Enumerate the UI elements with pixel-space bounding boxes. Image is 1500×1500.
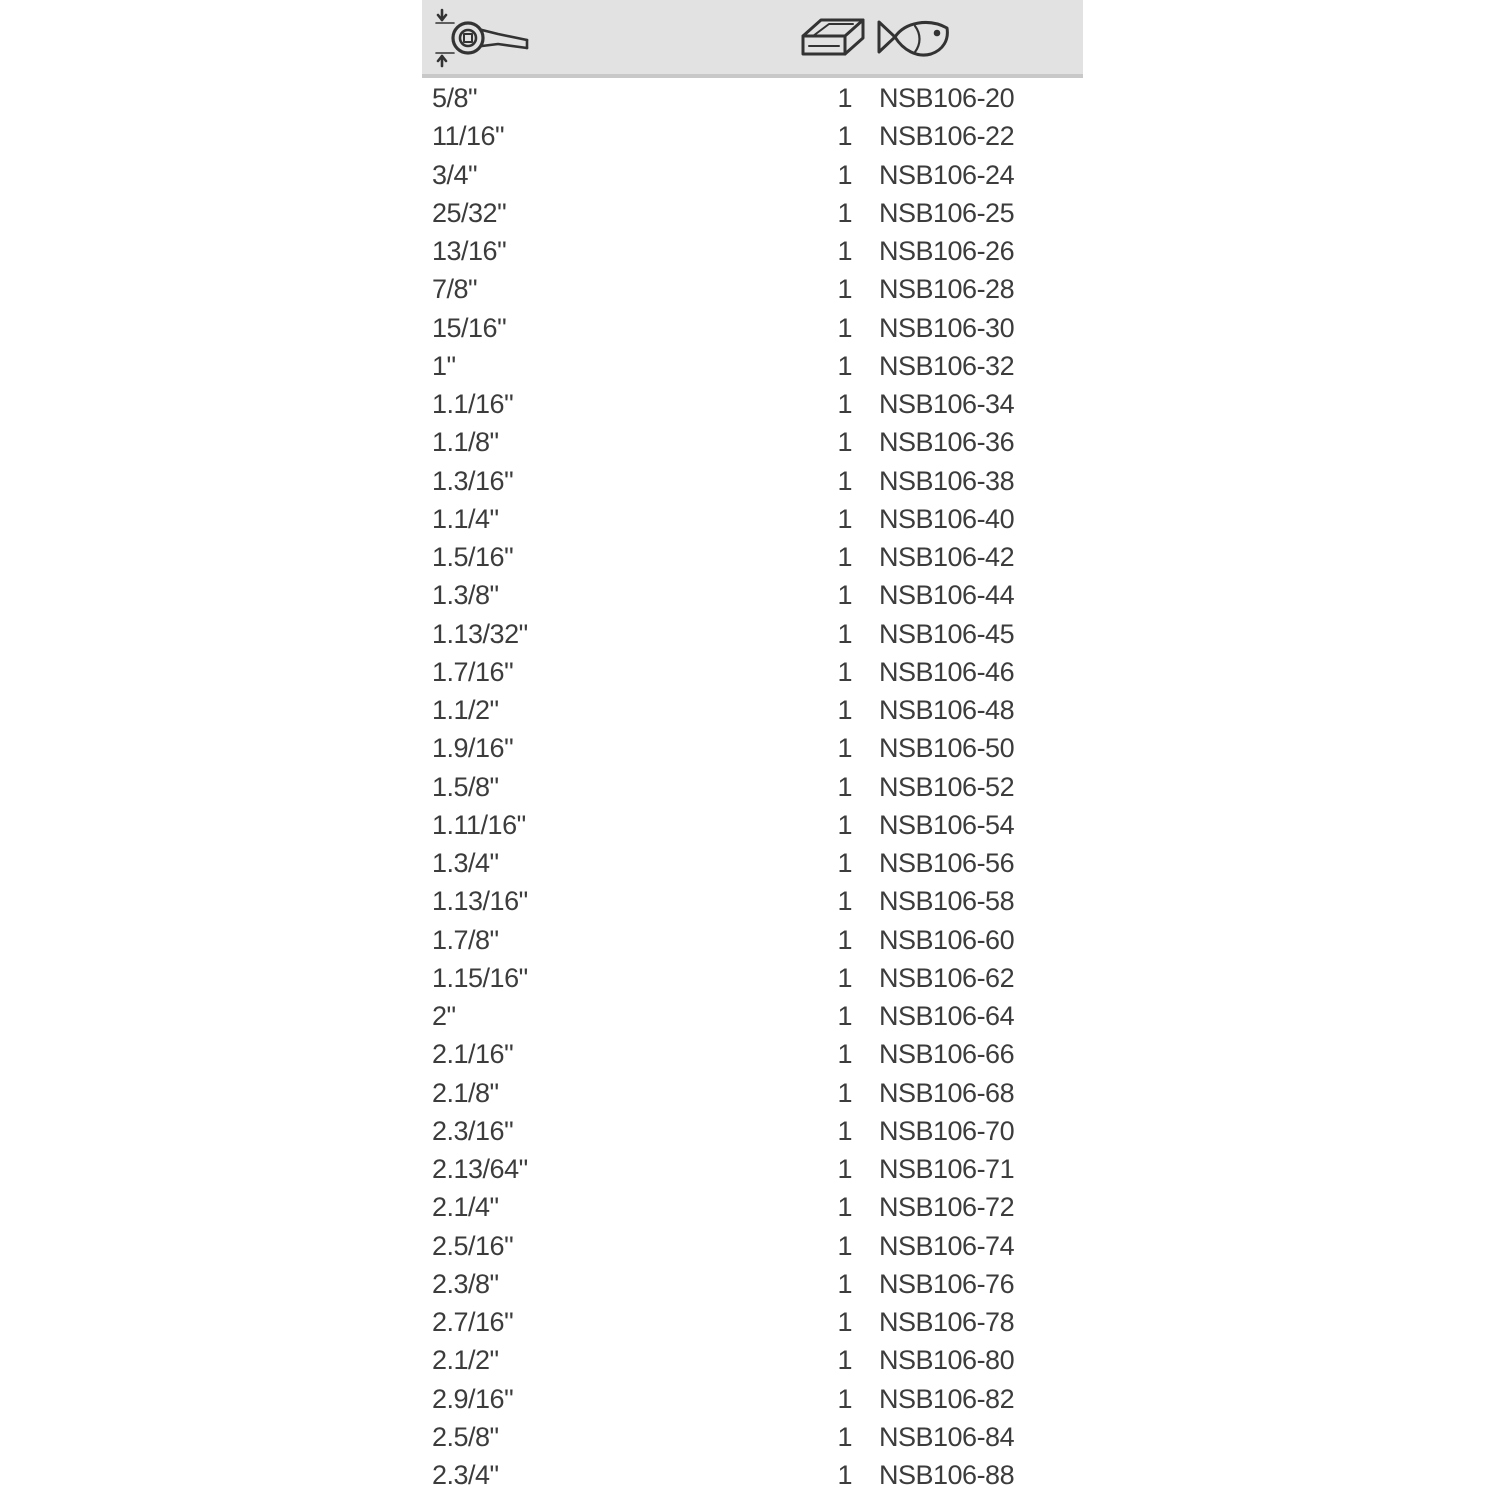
reference-cell: NSB106-50: [879, 733, 1015, 764]
quantity-cell: 1: [837, 618, 852, 649]
size-cell: 1.13/16": [432, 886, 528, 917]
reference-cell: NSB106-40: [879, 503, 1015, 534]
size-cell: 1.7/8": [432, 924, 499, 955]
quantity-cell: 1: [837, 312, 852, 343]
table-row: [422, 539, 1083, 576]
table-row: [422, 233, 1083, 270]
size-cell: 7/8": [432, 274, 478, 305]
size-cell: 1.1/2": [432, 695, 499, 725]
reference-cell: NSB106-80: [879, 1345, 1015, 1376]
table-row: [422, 1151, 1083, 1188]
size-cell: 3/4": [432, 159, 478, 190]
size-cell: 2.1/2": [432, 1345, 499, 1376]
size-cell: 2.5/16": [432, 1230, 514, 1261]
size-cell: 1.11/16": [432, 809, 526, 840]
wrench-size-icon: [432, 8, 530, 68]
reference-cell: NSB106-56: [879, 848, 1015, 878]
reference-cell: NSB106-20: [879, 83, 1015, 113]
size-cell: 11/16": [432, 121, 505, 152]
size-cell: 2.1/4": [432, 1192, 499, 1223]
reference-cell: NSB106-82: [879, 1383, 1015, 1414]
reference-cell: NSB106-64: [879, 1001, 1015, 1031]
reference-cell: NSB106-32: [879, 350, 1015, 381]
table-row: [422, 1266, 1083, 1303]
reference-cell: NSB106-74: [879, 1230, 1015, 1261]
table-row: [422, 348, 1083, 385]
size-cell: 1.1/4": [432, 503, 499, 534]
quantity-cell: 1: [837, 1230, 852, 1261]
quantity-cell: 1: [837, 542, 852, 572]
table-row: [422, 271, 1083, 308]
table-row: [422, 654, 1083, 691]
quantity-cell: 1: [837, 1345, 852, 1376]
reference-cell: NSB106-26: [879, 236, 1015, 266]
quantity-cell: 1: [837, 1154, 852, 1184]
quantity-cell: 1: [837, 1115, 852, 1146]
quantity-cell: 1: [837, 83, 852, 113]
reference-cell: NSB106-88: [879, 1460, 1015, 1490]
table-row: [422, 118, 1083, 155]
quantity-cell: 1: [837, 1383, 852, 1414]
table-row: [422, 501, 1083, 538]
quantity-cell: 1: [837, 1268, 852, 1299]
size-cell: 25/32": [432, 197, 507, 228]
quantity-cell: 1: [837, 1039, 852, 1070]
size-cell: 2.3/8": [432, 1268, 499, 1299]
reference-cell: NSB106-48: [879, 695, 1015, 725]
size-cell: 1.3/8": [432, 580, 499, 611]
reference-cell: NSB106-44: [879, 580, 1015, 611]
reference-cell: NSB106-60: [879, 924, 1015, 955]
quantity-cell: 1: [837, 236, 852, 266]
size-cell: 2.13/64": [432, 1154, 528, 1184]
reference-cell: NSB106-68: [879, 1077, 1015, 1108]
reference-cell: NSB106-42: [879, 542, 1015, 572]
package-quantity-icon: [799, 14, 867, 60]
table-row: [422, 577, 1083, 614]
quantity-cell: 1: [837, 848, 852, 878]
quantity-cell: 1: [837, 197, 852, 228]
size-cell: 5/8": [432, 83, 478, 113]
quantity-cell: 1: [837, 389, 852, 419]
quantity-cell: 1: [837, 1001, 852, 1031]
size-cell: 1.3/16": [432, 465, 514, 496]
quantity-cell: 1: [837, 771, 852, 802]
size-cell: 15/16": [432, 312, 507, 343]
table-row: [422, 1381, 1083, 1418]
reference-cell: NSB106-36: [879, 427, 1015, 458]
table-row: [422, 960, 1083, 997]
quantity-cell: 1: [837, 809, 852, 840]
reference-cell: NSB106-71: [879, 1154, 1015, 1184]
quantity-cell: 1: [837, 350, 852, 381]
table-row: [422, 1304, 1083, 1341]
quantity-cell: 1: [837, 274, 852, 305]
reference-cell: NSB106-34: [879, 389, 1015, 419]
quantity-cell: 1: [837, 962, 852, 993]
quantity-cell: 1: [837, 733, 852, 764]
table-row: [422, 1342, 1083, 1379]
table-row: [422, 157, 1083, 194]
table-row: [422, 845, 1083, 882]
reference-cell: NSB106-24: [879, 159, 1015, 190]
size-cell: 1": [432, 350, 456, 381]
reference-cell: NSB106-70: [879, 1115, 1015, 1146]
quantity-cell: 1: [837, 1307, 852, 1337]
size-cell: 2.3/16": [432, 1115, 514, 1146]
size-cell: 1.3/4": [432, 848, 499, 878]
table-row: [422, 386, 1083, 423]
table-row: [422, 424, 1083, 461]
reference-cell: NSB106-38: [879, 465, 1015, 496]
reference-cell: NSB106-30: [879, 312, 1015, 343]
size-cell: 2": [432, 1001, 456, 1031]
table-row: [422, 310, 1083, 347]
quantity-cell: 1: [837, 465, 852, 496]
quantity-cell: 1: [837, 580, 852, 611]
size-cell: 1.15/16": [432, 962, 528, 993]
table-row: [422, 1113, 1083, 1150]
size-cell: 1.13/32": [432, 618, 528, 649]
table-header: [422, 0, 1083, 78]
size-cell: 1.1/8": [432, 427, 499, 458]
size-cell: 2.3/4": [432, 1460, 499, 1490]
size-cell: 1.9/16": [432, 733, 514, 764]
size-cell: 1.5/8": [432, 771, 499, 802]
reference-cell: NSB106-52: [879, 771, 1015, 802]
size-cell: 2.9/16": [432, 1383, 514, 1414]
table-row: [422, 922, 1083, 959]
size-cell: 13/16": [432, 236, 507, 266]
reference-cell: NSB106-58: [879, 886, 1015, 917]
size-cell: 2.1/8": [432, 1077, 499, 1108]
reference-cell: NSB106-84: [879, 1421, 1015, 1452]
quantity-cell: 1: [837, 1460, 852, 1490]
table-row: [422, 730, 1083, 767]
size-cell: 2.5/8": [432, 1421, 499, 1452]
size-cell: 2.1/16": [432, 1039, 514, 1070]
table-row: [422, 1036, 1083, 1073]
quantity-cell: 1: [837, 427, 852, 458]
table-row: [422, 1228, 1083, 1265]
table-row: [422, 1075, 1083, 1112]
size-cell: 1.7/16": [432, 656, 514, 687]
quantity-cell: 1: [837, 1192, 852, 1223]
quantity-cell: 1: [837, 656, 852, 687]
reference-cell: NSB106-45: [879, 618, 1015, 649]
quantity-cell: 1: [837, 503, 852, 534]
table-row: [422, 807, 1083, 844]
size-cell: 1.5/16": [432, 542, 514, 572]
reference-cell: NSB106-62: [879, 962, 1015, 993]
quantity-cell: 1: [837, 695, 852, 725]
quantity-cell: 1: [837, 1421, 852, 1452]
quantity-cell: 1: [837, 886, 852, 917]
table-row: [422, 1189, 1083, 1226]
table-row: [422, 616, 1083, 653]
reference-cell: NSB106-25: [879, 197, 1015, 228]
table-body: [422, 78, 1083, 1488]
table-row: [422, 1457, 1083, 1494]
quantity-cell: 1: [837, 121, 852, 152]
reference-cell: NSB106-78: [879, 1307, 1015, 1337]
table-row: [422, 195, 1083, 232]
size-cell: 1.1/16": [432, 389, 514, 419]
table-row: [422, 1419, 1083, 1456]
reference-cell: NSB106-66: [879, 1039, 1015, 1070]
table-row: [422, 769, 1083, 806]
quantity-cell: 1: [837, 159, 852, 190]
reference-cell: NSB106-76: [879, 1268, 1015, 1299]
reference-cell: NSB106-46: [879, 656, 1015, 687]
reference-cell: NSB106-22: [879, 121, 1015, 152]
table-row: [422, 80, 1083, 117]
reference-cell: NSB106-28: [879, 274, 1015, 305]
product-table: [422, 0, 1083, 1488]
reference-cell: NSB106-72: [879, 1192, 1015, 1223]
fish-reference-icon: [877, 16, 951, 58]
table-row: [422, 883, 1083, 920]
reference-cell: NSB106-54: [879, 809, 1015, 840]
table-row: [422, 998, 1083, 1035]
table-row: [422, 463, 1083, 500]
quantity-cell: 1: [837, 1077, 852, 1108]
size-cell: 2.7/16": [432, 1307, 514, 1337]
table-row: [422, 692, 1083, 729]
quantity-cell: 1: [837, 924, 852, 955]
